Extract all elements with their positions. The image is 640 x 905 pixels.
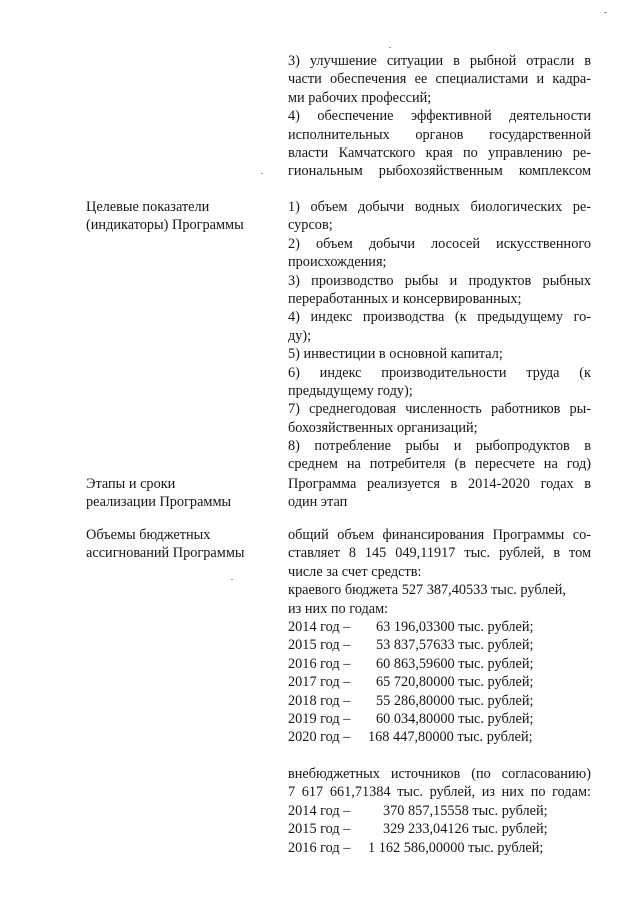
label-line: ассигнований Программы [86, 545, 245, 562]
tasks-line: ми рабочих профессий; [288, 89, 432, 106]
budget-line: из них по годам: [288, 600, 389, 617]
year-amount: 329 233,04126 тыс. рублей; [383, 821, 548, 838]
scan-speck [604, 12, 607, 13]
year-label: 2015 год – [288, 637, 351, 654]
indicators-block [288, 198, 591, 474]
indicator-line: 6) индекс производительности труда (к [288, 364, 591, 381]
year-label: 2016 год – [288, 839, 351, 856]
year-label: 2015 год – [288, 821, 351, 838]
budget-line: ставляет 8 145 049,11917 тыс. рублей, в том [288, 545, 591, 562]
indicator-line: переработанных и консервированных; [288, 290, 522, 307]
year-amount: 65 720,80000 тыс. рублей; [376, 674, 534, 691]
year-amount: 370 857,15558 тыс. рублей; [383, 802, 548, 819]
indicator-line: предыдущему году); [288, 382, 413, 399]
indicator-line: 1) объем добычи водных биологических ре- [288, 199, 591, 215]
indicator-line: 2) объем добычи лососей искусственного [288, 235, 591, 252]
stages-block [288, 475, 591, 512]
year-amount: 1 162 586,00000 тыс. рублей; [368, 839, 544, 856]
scan-speck [389, 47, 391, 48]
budget-line: числе за счет средств: [288, 563, 422, 580]
year-amount: 168 447,80000 тыс. рублей; [368, 729, 533, 746]
indicator-line: среднем на потребителя (в пересчете на год) [288, 456, 591, 473]
tasks-continued-block [288, 52, 591, 181]
tasks-line: исполнительных органов государственной [288, 126, 591, 143]
year-label: 2014 год – [288, 802, 351, 819]
regional-year-row [288, 710, 591, 728]
indicator-line: ду); [288, 327, 312, 344]
regional-year-row [288, 692, 591, 710]
regional-year-row [288, 655, 591, 673]
stages-line: Программа реализуется в 2014-2020 годах в [288, 476, 591, 492]
indicator-line: 8) потребление рыбы и рыбопродуктов в [288, 438, 591, 455]
budget-label [86, 526, 276, 563]
scan-speck [231, 579, 233, 580]
indicator-line: 4) индекс производства (к предыдущему го- [288, 309, 591, 326]
indicator-line: 5) инвестиции в основной капитал; [288, 346, 503, 363]
label-line: Целевые показатели [86, 199, 210, 215]
indicator-line: бохозяйственных организаций; [288, 419, 478, 436]
label-line: (индикаторы) Программы [86, 217, 244, 234]
stages-label [86, 475, 276, 512]
year-label: 2014 год – [288, 618, 351, 635]
year-amount: 60 863,59600 тыс. рублей; [376, 655, 534, 672]
year-label: 2017 год – [288, 674, 351, 691]
year-label: 2016 год – [288, 655, 351, 672]
budget-line: 7 617 661,71384 тыс. рублей, из них по годам: [288, 784, 591, 801]
year-label: 2018 год – [288, 692, 351, 709]
regional-year-row [288, 618, 591, 636]
stages-line: один этап [288, 494, 348, 511]
extra-year-row [288, 839, 591, 857]
indicator-line: сурсов; [288, 217, 333, 234]
regional-year-row [288, 728, 591, 746]
indicator-line: происхождения; [288, 254, 387, 271]
year-amount: 63 196,03300 тыс. рублей; [376, 618, 534, 635]
blank-line [288, 747, 591, 765]
year-amount: 53 837,57633 тыс. рублей; [376, 637, 534, 654]
regional-year-row [288, 673, 591, 691]
indicator-line: 7) среднегодовая численность работников ры- [288, 401, 591, 418]
tasks-line: 4) обеспечение эффективной деятельности [288, 108, 591, 125]
label-line: Объемы бюджетных [86, 527, 211, 543]
indicators-label [86, 198, 276, 235]
label-line: реализации Программы [86, 494, 232, 511]
year-label: 2020 год – [288, 729, 351, 746]
budget-line: внебюджетных источников (по согласованию) [288, 766, 591, 783]
regional-year-row [288, 636, 591, 654]
tasks-line: власти Камчатского края по управлению ре- [288, 144, 591, 161]
label-line: Этапы и сроки [86, 476, 176, 492]
extra-year-row [288, 802, 591, 820]
tasks-line: 3) улучшение ситуации в рыбной отрасли в [288, 53, 591, 69]
tasks-line: гиональным рыбохозяйственным комплексом [288, 163, 591, 180]
budget-line: краевого бюджета 527 387,40533 тыс. рублей, [288, 582, 566, 599]
extra-year-row [288, 820, 591, 838]
budget-line: общий объем финансирования Программы со- [288, 527, 591, 543]
scan-speck [261, 173, 263, 174]
year-label: 2019 год – [288, 710, 351, 727]
budget-block [288, 526, 591, 857]
year-amount: 55 286,80000 тыс. рублей; [376, 692, 534, 709]
year-amount: 60 034,80000 тыс. рублей; [376, 710, 534, 727]
indicator-line: 3) производство рыбы и продуктов рыбных [288, 272, 591, 289]
tasks-line: части обеспечения ее специалистами и кадра- [288, 71, 591, 88]
